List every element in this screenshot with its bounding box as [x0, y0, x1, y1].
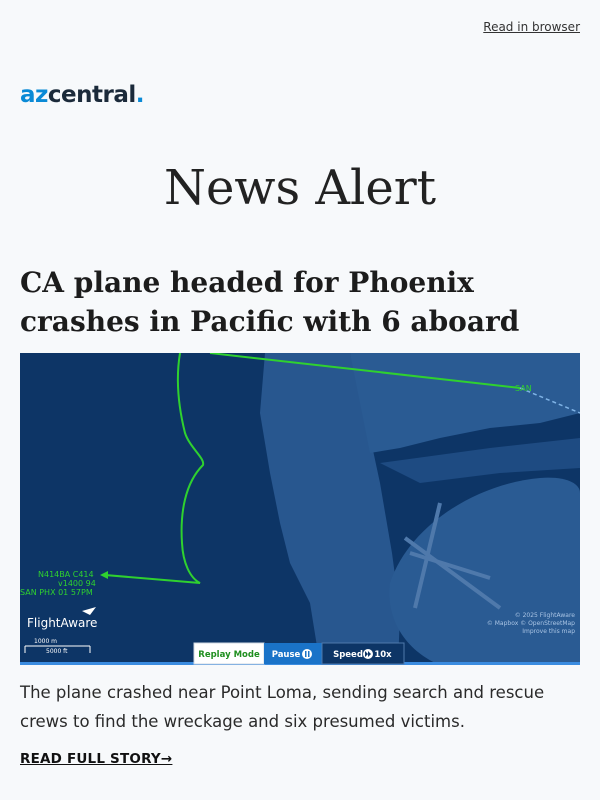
azcentral-logo[interactable] — [20, 82, 144, 108]
speed-label: Speed — [333, 650, 363, 660]
scale-metric: 1000 m — [34, 638, 58, 645]
story-summary: The plane crashed near Point Loma, sending search and rescue crews to find the wreckage and six presumed victims. — [20, 683, 545, 731]
speed-value: 10x — [374, 650, 392, 660]
replay-mode-label: Replay Mode — [198, 650, 260, 660]
map-improve-link: Improve this map — [522, 628, 575, 635]
pause-icon — [302, 649, 312, 659]
pause-label: Pause — [271, 650, 301, 660]
flight-label-line1: N414BA C414 — [38, 570, 94, 579]
logo-part-az: az — [20, 82, 48, 108]
read-full-story-link[interactable]: READ FULL STORY→ — [20, 751, 173, 767]
airport-label: SAN — [515, 384, 532, 393]
replay-controls — [194, 643, 404, 664]
story-headline[interactable]: CA plane headed for Phoenix crashes in Pacific with 6 aboard — [20, 266, 520, 338]
flightaware-logo: FlightAware — [27, 616, 98, 630]
scale-imperial: 5000 ft — [46, 648, 68, 655]
logo-part-central: central — [47, 82, 136, 108]
flight-track-map-image[interactable] — [20, 353, 580, 665]
flight-map-svg — [20, 353, 580, 665]
flight-label-line3: SAN PHX 01 57PM — [20, 588, 93, 597]
read-in-browser-link[interactable]: Read in browser — [483, 20, 580, 34]
map-credit-mapbox: © Mapbox © OpenStreetMap — [486, 620, 575, 627]
alert-title: News Alert — [163, 160, 437, 216]
flight-label-line2: v1400 94 — [58, 579, 96, 588]
topbar — [483, 18, 580, 36]
logo-dot: . — [135, 82, 145, 108]
map-credit-flightaware: © 2025 FlightAware — [514, 612, 575, 619]
